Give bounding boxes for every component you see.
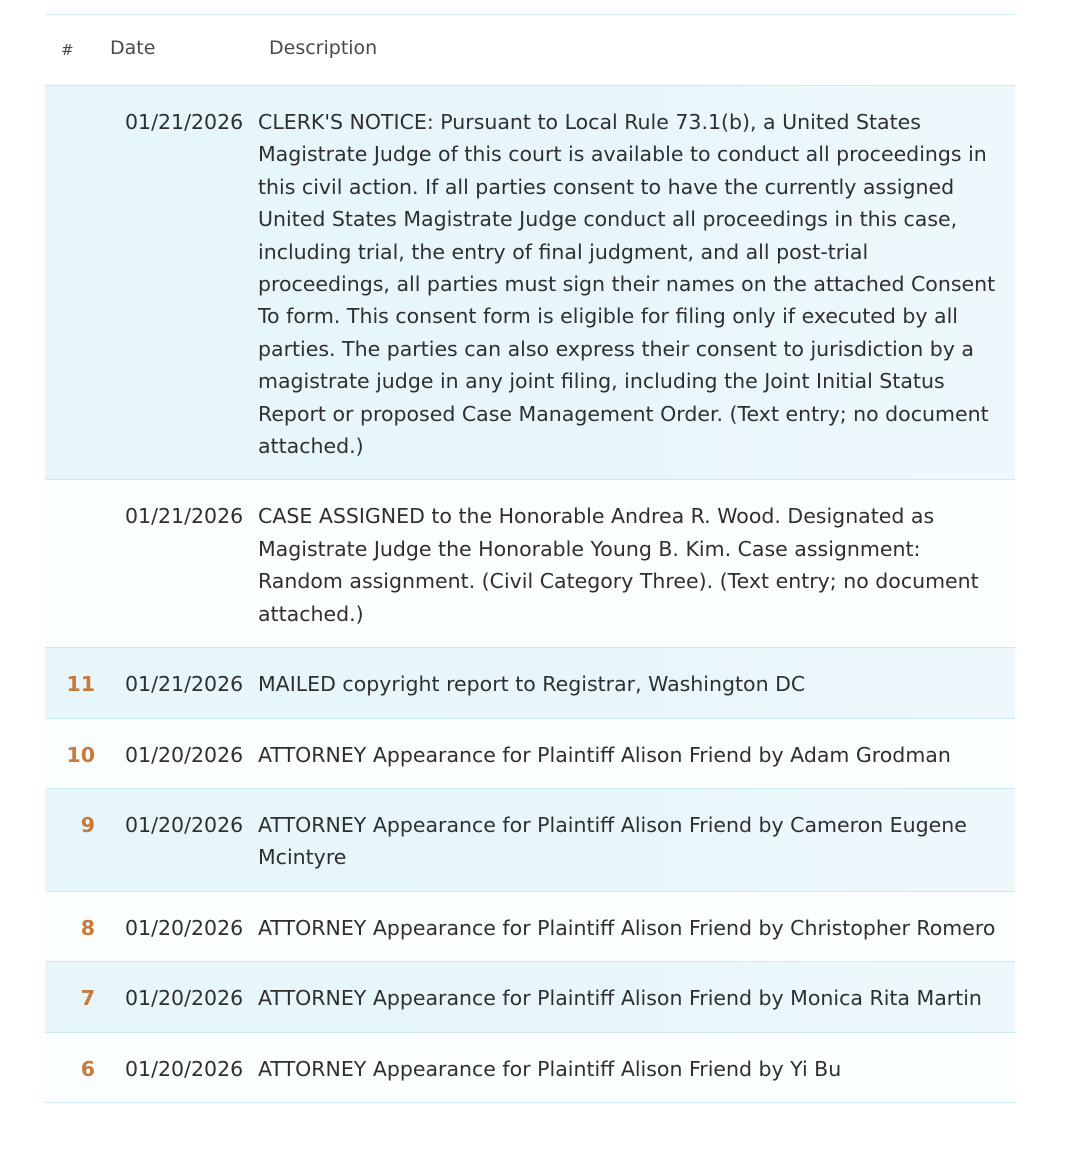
entry-date: 01/20/2026 bbox=[125, 812, 244, 837]
entry-description: CLERK'S NOTICE: Pursuant to Local Rule 73.1(b), a United States Magistrate Judge of this court is available to conduct all proceedings in this civil action. If all parties consent to have the currently assigned United States Magistrate Judge conduct all proceedings in this case, including trial, the entry of final judgment, and all post-trial proceedings, all parties must sign their names on the attached Consent To form. This consent form is eligible for filing only if executed by all parties. The parties can also express their consent to jurisdiction by a magistrate judge in any joint filing, including the Joint Initial Status Report or proposed Case Management Order. (Text entry; no document attached.) bbox=[258, 110, 996, 459]
entry-description: ATTORNEY Appearance for Plaintiff Alison Friend by Christopher Romero bbox=[258, 915, 996, 940]
table-row bbox=[45, 86, 1015, 480]
column-header-number: # bbox=[61, 41, 74, 59]
entry-description: ATTORNEY Appearance for Plaintiff Alison Friend by Cameron Eugene Mcintyre bbox=[258, 812, 967, 870]
entry-number-link[interactable]: 9 bbox=[80, 812, 95, 837]
entry-date: 01/21/2026 bbox=[125, 504, 244, 529]
table-header bbox=[45, 15, 1015, 86]
entry-description: CASE ASSIGNED to the Honorable Andrea R. Wood. Designated as Magistrate Judge the Honorable Young B. Kim. Case assignment: Random assignment. (Civil Category Three). (Text entry; no document attached.) bbox=[258, 504, 979, 626]
entry-description: ATTORNEY Appearance for Plaintiff Alison Friend by Adam Grodman bbox=[258, 742, 951, 767]
entry-date: 01/20/2026 bbox=[125, 915, 244, 940]
entry-number-link[interactable]: 6 bbox=[80, 1056, 95, 1081]
entry-number-link[interactable]: 10 bbox=[66, 742, 95, 767]
table-row bbox=[45, 719, 1015, 789]
entry-description: ATTORNEY Appearance for Plaintiff Alison Friend by Yi Bu bbox=[258, 1056, 842, 1081]
column-header-date: Date bbox=[110, 37, 156, 59]
entry-number-link[interactable]: 8 bbox=[80, 915, 95, 940]
table-row bbox=[45, 480, 1015, 648]
entry-date: 01/21/2026 bbox=[125, 672, 244, 697]
entry-number-link[interactable]: 7 bbox=[80, 986, 95, 1011]
column-header-description: Description bbox=[269, 37, 378, 59]
entry-date: 01/20/2026 bbox=[125, 1056, 244, 1081]
entry-date: 01/20/2026 bbox=[125, 986, 244, 1011]
table-row bbox=[45, 962, 1015, 1032]
docket-table bbox=[45, 14, 1015, 1103]
entry-description: ATTORNEY Appearance for Plaintiff Alison Friend by Monica Rita Martin bbox=[258, 986, 982, 1011]
entry-number-link[interactable]: 11 bbox=[66, 672, 95, 697]
table-row bbox=[45, 789, 1015, 892]
entry-date: 01/20/2026 bbox=[125, 742, 244, 767]
table-row bbox=[45, 648, 1015, 718]
entry-date: 01/21/2026 bbox=[125, 110, 244, 134]
entry-description: MAILED copyright report to Registrar, Washington DC bbox=[258, 672, 806, 697]
table-row bbox=[45, 892, 1015, 962]
table-row bbox=[45, 1033, 1015, 1103]
